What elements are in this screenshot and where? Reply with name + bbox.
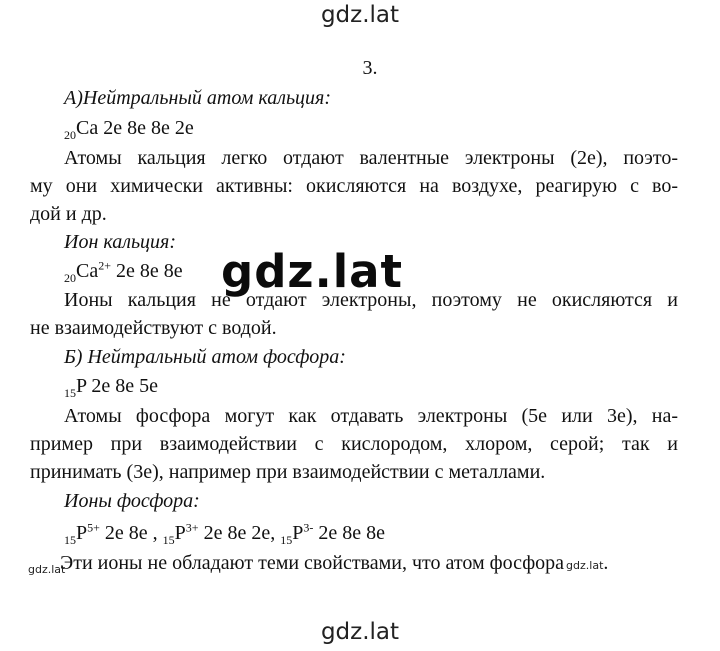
element-symbol: P [76, 375, 87, 397]
formula-calcium-atom [64, 117, 194, 140]
paragraph-conclusion [60, 552, 608, 575]
paragraph-phosphorus-line3: принимать (3е), например при взаимодействии с металлами. [30, 461, 546, 483]
formula-calcium-ion [64, 260, 183, 283]
phosphorus-ion [280, 520, 385, 547]
ion-charge: 3+ [185, 520, 199, 535]
paragraph-calcium-ion-line2: не взаимодействуют с водой. [30, 317, 277, 339]
atomic-number: 15 [162, 533, 175, 547]
heading-neutral-phosphorus: Б) Нейтральный атом фосфора: [64, 346, 346, 368]
separator: , [147, 522, 163, 544]
electron-shells: 2e 8e [104, 522, 148, 544]
watermark-small-left: gdz.lat [28, 563, 66, 576]
element-symbol: Ca [76, 260, 99, 282]
watermark-small-right: gdz.lat [566, 559, 604, 572]
paragraph-calcium-line3: дой и др. [30, 203, 107, 225]
paragraph-calcium-line2: му они химически активны: окисляются на воздухе, реагирую с во- [30, 175, 678, 197]
electron-shells: 2e 8e 2e, [203, 522, 276, 544]
formula-phosphorus-atom [64, 375, 158, 398]
electron-shells: 2e 8e 8e [318, 522, 385, 544]
electron-shells: 2e 8e 8e 2e [103, 117, 194, 139]
phosphorus-ion [64, 520, 163, 547]
watermark-center: gdz.lat [221, 245, 404, 298]
element-symbol: Ca [76, 117, 99, 139]
formula-phosphorus-ions [64, 522, 385, 545]
paragraph-phosphorus-line1: Атомы фосфора могут как отдавать электроны (5е или 3е), на- [64, 405, 678, 427]
element-symbol: P [76, 522, 88, 544]
watermark-bottom: gdz.lat [320, 619, 400, 645]
atomic-number: 15 [64, 533, 76, 547]
atomic-number: 20 [64, 271, 76, 285]
page-number: 3. [362, 57, 378, 79]
element-symbol: P [174, 522, 186, 544]
heading-calcium-ion: Ион кальция: [64, 231, 177, 253]
conclusion-text: Эти ионы не обладают теми свойствами, что атом фосфора [60, 552, 565, 574]
atomic-number: 15 [64, 386, 76, 400]
heading-phosphorus-ions: Ионы фосфора: [64, 490, 200, 512]
ion-charge: 5+ [87, 520, 100, 535]
paragraph-calcium-ion-line1: Ионы кальция не отдают электроны, поэтому не окисляются и [64, 289, 678, 311]
element-symbol: P [292, 522, 304, 544]
watermark-top: gdz.lat [320, 2, 400, 28]
period: . [603, 552, 609, 574]
ion-charge: 3- [303, 520, 314, 535]
heading-neutral-calcium: А)Нейтральный атом кальция: [64, 87, 332, 109]
ion-charge: 2+ [98, 258, 111, 273]
electron-shells: 2e 8e 8e [116, 260, 183, 282]
phosphorus-ion [162, 520, 281, 547]
atomic-number: 20 [64, 128, 76, 142]
electron-shells: 2e 8e 5e [91, 375, 159, 397]
paragraph-calcium-line1: Атомы кальция легко отдают валентные электроны (2е), поэто- [64, 147, 678, 169]
atomic-number: 15 [280, 533, 293, 547]
paragraph-phosphorus-line2: пример при взаимодействии с кислородом, хлором, серой; так и [30, 433, 678, 455]
